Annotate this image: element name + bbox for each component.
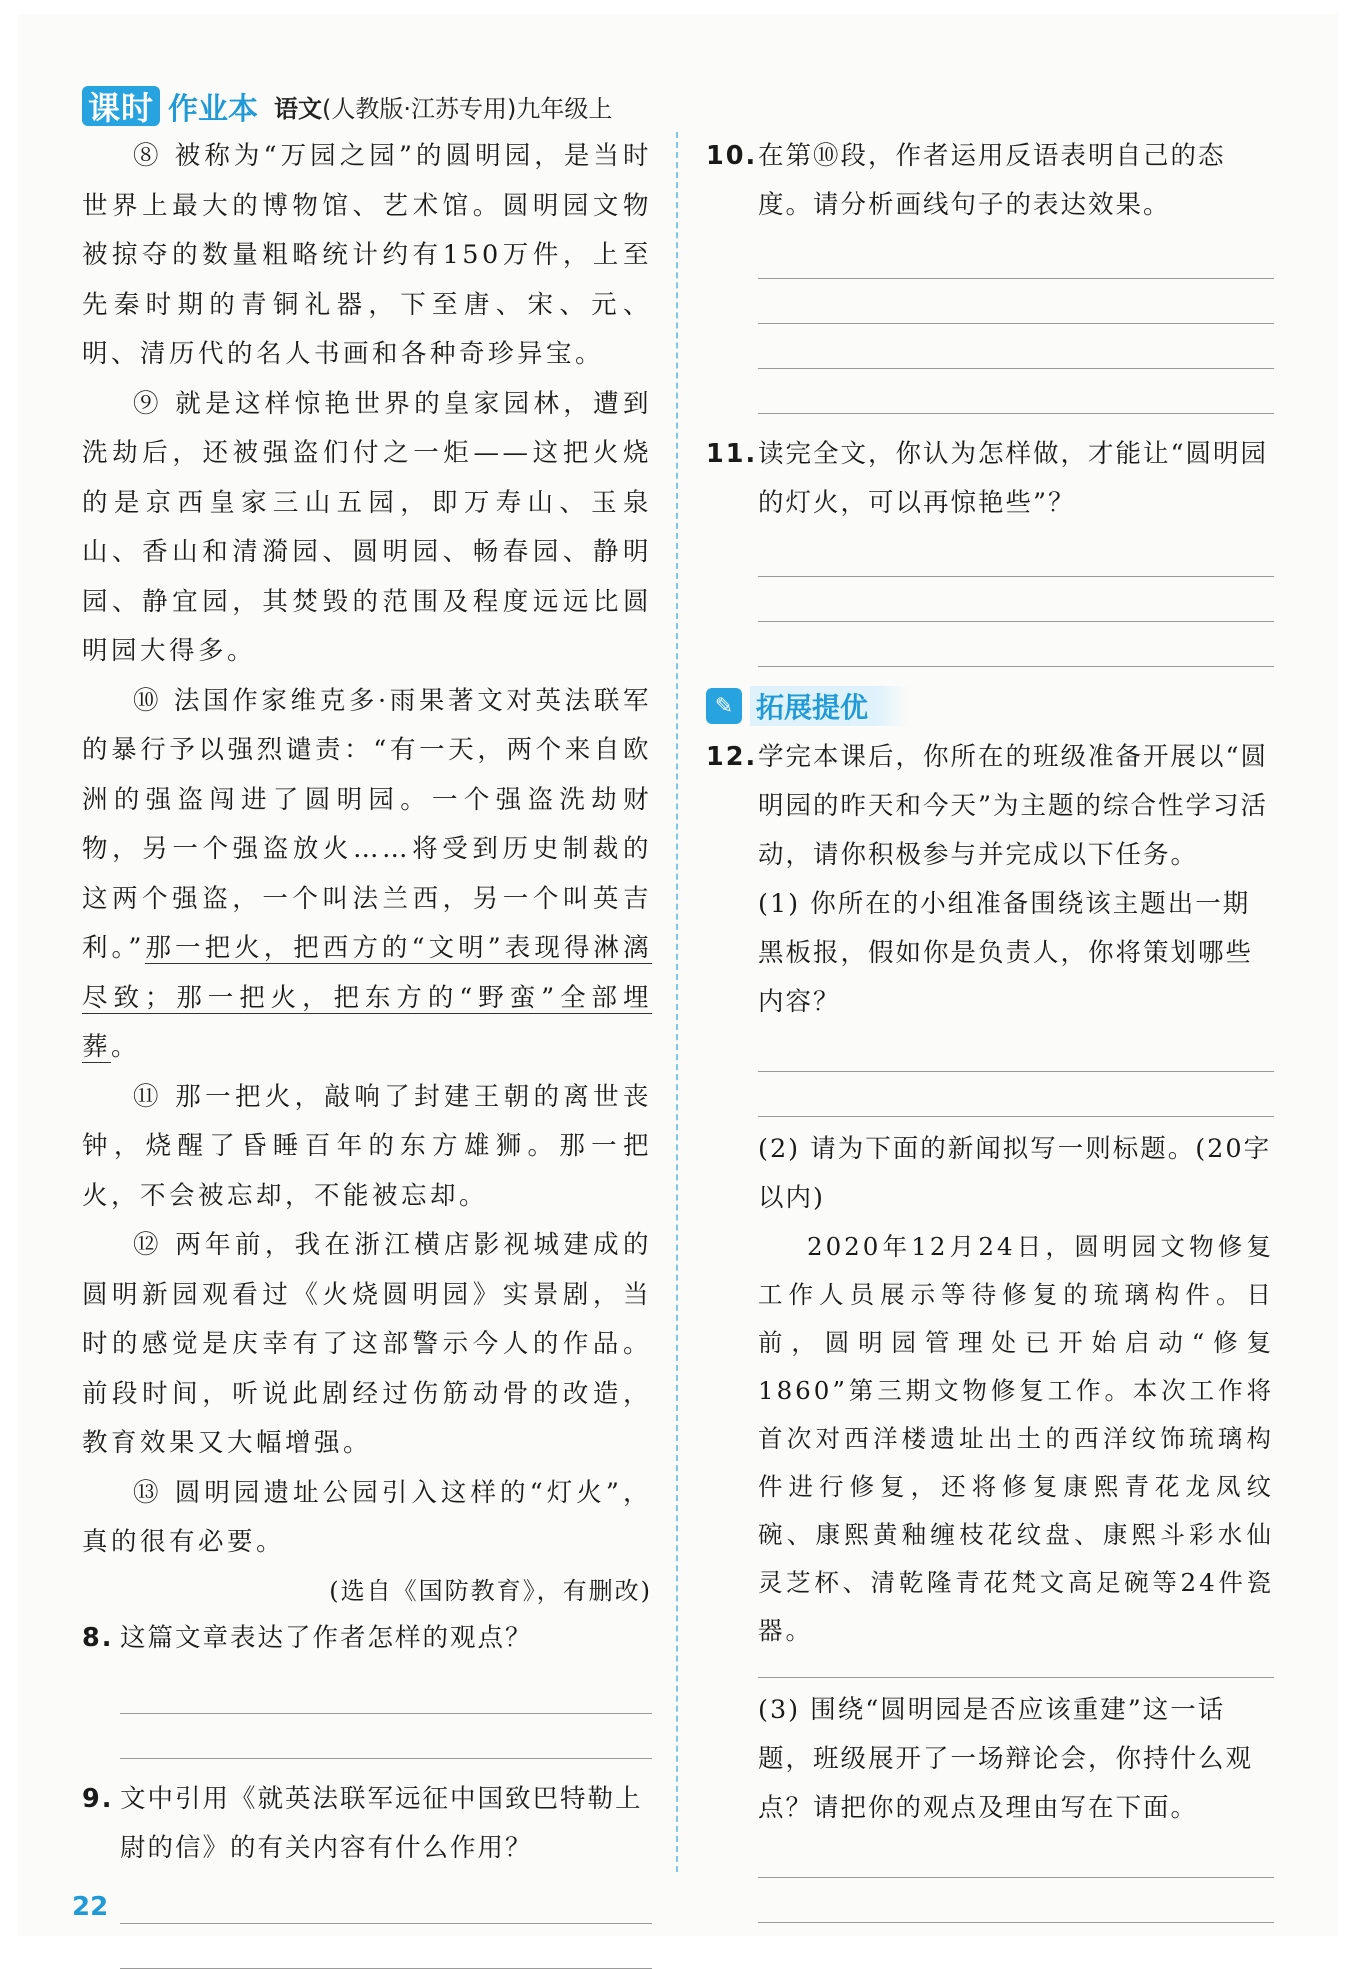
answer-line[interactable] (758, 1922, 1274, 1923)
question-12-number: 12. (706, 742, 758, 772)
page-number: 22 (72, 1892, 109, 1922)
pencil-icon: ✎ (706, 688, 742, 724)
news-passage: 2020年12月24日，圆明园文物修复工作人员展示等待修复的琉璃构件。日前，圆明园管理处已开始启动“修复1860”第三期文物修复工作。本次工作将首次对西洋楼遗址出土的西洋纹饰琉璃构件进行修复，还将修复康熙青花龙凤纹碗、康熙黄釉缠枝花纹盘、康熙斗彩水仙灵芝杯、清乾隆青花梵文高足碗等24件瓷器。 (758, 1232, 1274, 1645)
section-title: 拓展提优 (750, 686, 908, 726)
question-8-number: 8. (82, 1622, 114, 1653)
paragraph-12: ⑫ 两年前，我在浙江横店影视城建成的圆明新园观看过《火烧圆明园》实景剧，当时的感觉是庆幸有了这部警示今人的作品。前段时间，听说此剧经过伤筋动骨的改造，教育效果又大幅增强。 (82, 1230, 652, 1458)
paragraph-10 (82, 677, 652, 1073)
paragraph-9: ⑨ 就是这样惊艳世界的皇家园林，遭到洗劫后，还被强盗们付之一炬——这把火烧的是京西皇家三山五园，即万寿山、玉泉山、香山和清漪园、圆明园、畅春园、静明园、静宜园，其焚毁的范围及程度远远比圆明园大得多。 (82, 388, 652, 666)
right-column (706, 132, 1274, 1923)
question-10-text: 在第⑩段，作者运用反语表明自己的态度。请分析画线句子的表达效果。 (758, 141, 1226, 220)
header (82, 84, 612, 128)
page (18, 14, 1338, 1936)
logo: 课时 (82, 86, 160, 126)
paragraph-13: ⑬ 圆明园遗址公园引入这样的“灯火”，真的很有必要。 (82, 1477, 652, 1557)
paragraph-10-end: 。 (111, 1032, 141, 1062)
subject-edition: (人教版·江苏专用)九年级上 (322, 94, 613, 123)
subject-line (274, 89, 612, 124)
question-12-part-3: (3) 围绕“圆明园是否应该重建”这一话题，班级展开了一场辩论会，你持什么观点？请把你的观点及理由写在下面。 (758, 1695, 1254, 1823)
question-9-text: 文中引用《就英法联军远征中国致巴特勒上尉的信》的有关内容有什么作用？ (120, 1783, 643, 1863)
question-9 (82, 1775, 652, 1873)
question-12-part-2: (2) 请为下面的新闻拟写一则标题。(20字以内) (758, 1134, 1272, 1213)
answer-line[interactable] (120, 1968, 652, 1969)
paragraph-11: ⑪ 那一把火，敲响了封建王朝的离世丧钟，烧醒了昏睡百年的东方雄狮。那一把火，不会被忘却，不能被忘却。 (82, 1081, 652, 1211)
source-note: (选自《国防教育》，有删改) (329, 1576, 652, 1605)
section-header (706, 685, 1274, 727)
left-column (82, 132, 652, 1969)
column-divider (676, 132, 678, 1872)
question-8 (82, 1614, 652, 1663)
subject-name: 语文 (274, 94, 323, 123)
paragraph-10-text: ⑩ 法国作家维克多·雨果著文对英法联军的暴行予以强烈谴责：“有一天，两个来自欧洲的强盗闯进了圆明园。一个强盗洗劫财物，另一个强盗放火……将受到历史制裁的这两个强盗，一个叫法兰西，另一个叫英吉利。” (82, 685, 652, 963)
question-8-text: 这篇文章表达了作者怎样的观点？ (120, 1622, 533, 1653)
question-11-text: 读完全文，你认为怎样做，才能让“圆明园的灯火，可以再惊艳些”？ (758, 439, 1269, 518)
question-12-text: 学完本课后，你所在的班级准备开展以“圆明园的昨天和今天”为主题的综合性学习活动，请你积极参与并完成以下任务。 (758, 742, 1269, 870)
question-11-number: 11. (706, 439, 758, 469)
question-10-number: 10. (706, 141, 758, 171)
paragraph-8: ⑧ 被称为“万园之园”的圆明园，是当时世界上最大的博物馆、艺术馆。圆明园文物被掠夺的数量粗略统计约有150万件，上至先秦时期的青铜礼器，下至唐、宋、元、明、清历代的名人书画和各种奇珍异宝。 (82, 141, 652, 369)
underlined-sentence: 那一把火，把西方的“文明”表现得淋漓尽致；那一把火，把东方的“野蛮”全部埋葬 (82, 933, 652, 1062)
question-10 (706, 132, 1274, 230)
question-12 (706, 733, 1274, 880)
question-12-part-1: (1) 你所在的小组准备围绕该主题出一期黑板报，假如你是负责人，你将策划哪些内容？ (758, 889, 1254, 1017)
question-9-number: 9. (82, 1783, 114, 1814)
brand-title: 作业本 (168, 92, 259, 127)
question-11 (706, 430, 1274, 528)
